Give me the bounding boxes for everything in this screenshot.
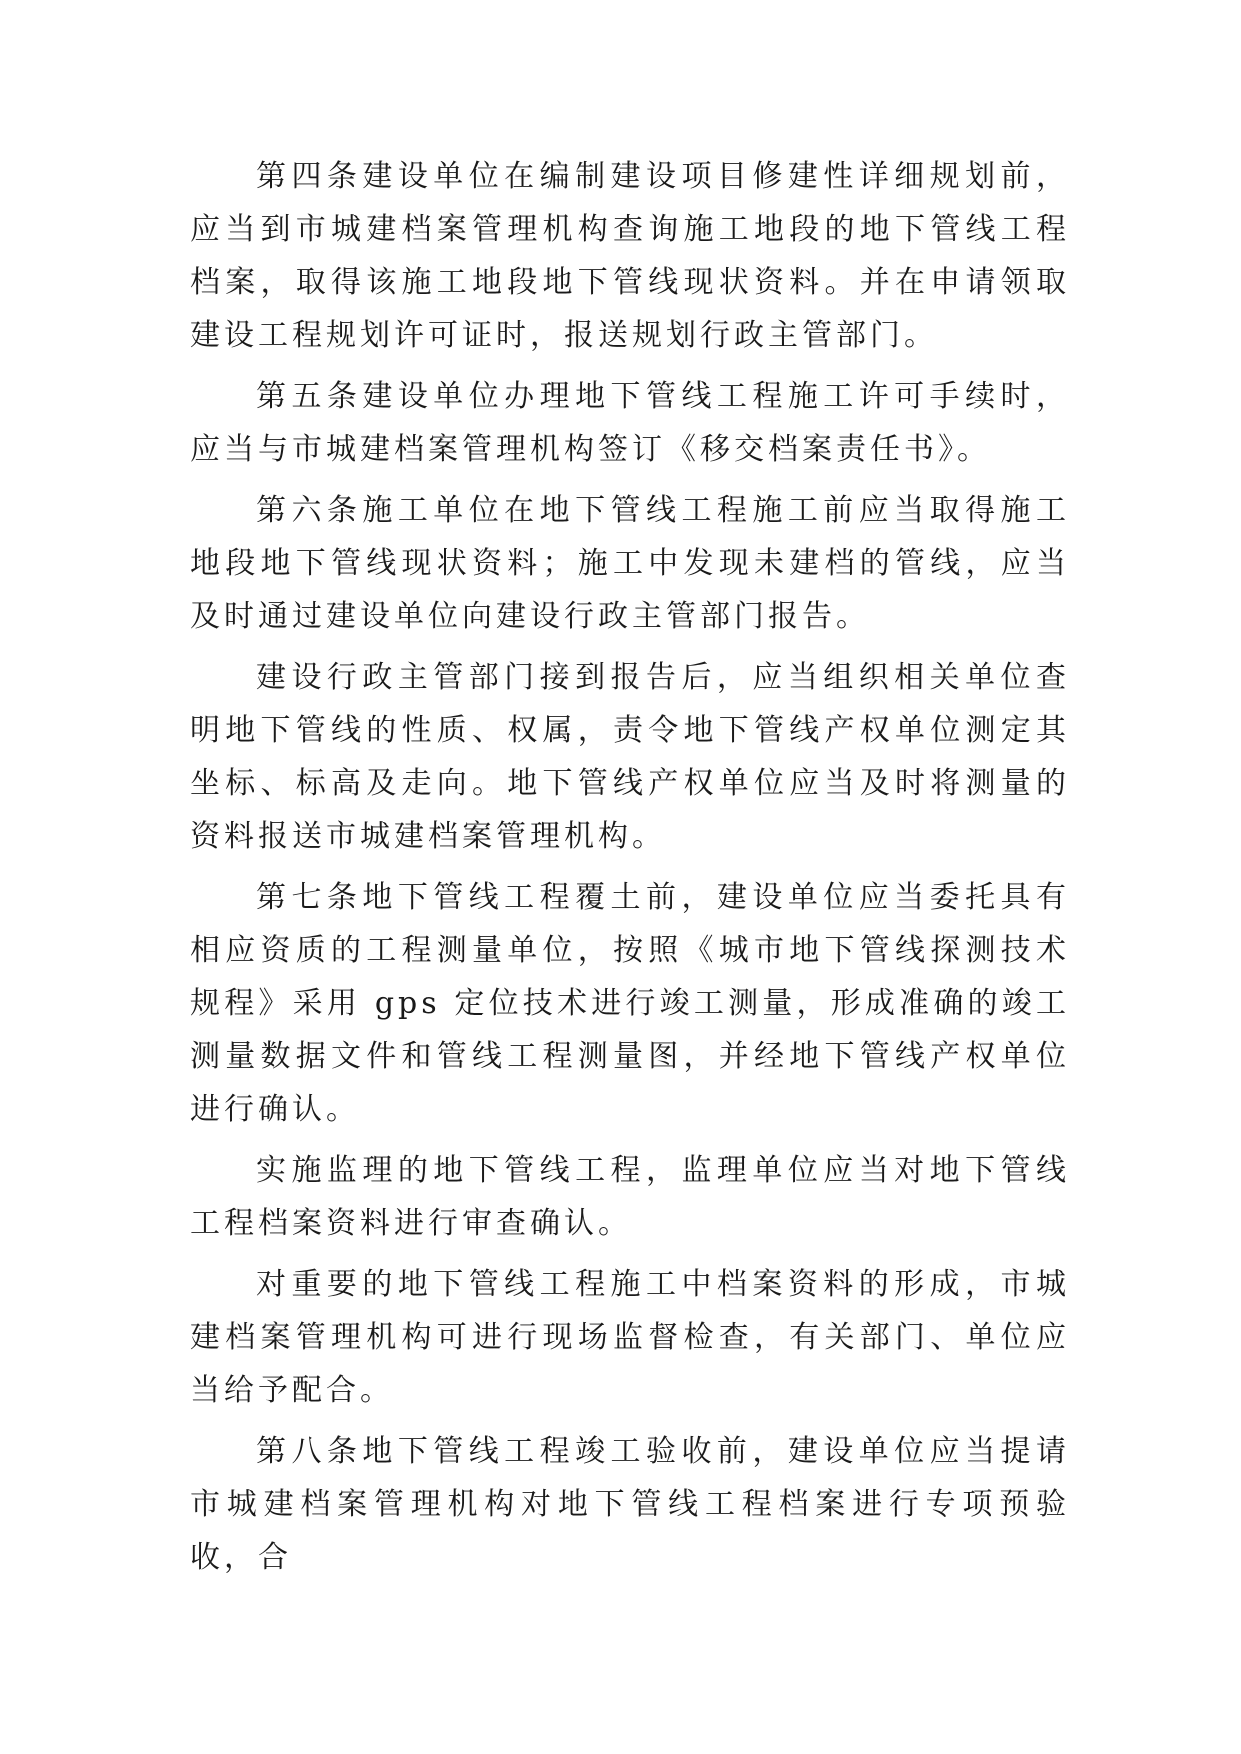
paragraph-article-7: 第七条地下管线工程覆土前，建设单位应当委托具有相应资质的工程测量单位，按照《城市地下管线探测技术规程》采用 gps 定位技术进行竣工测量，形成准确的竣工测量数据文件和管线工程测量图，并经地下管线产权单位进行确认。 — [190, 880, 1070, 1127]
paragraph-article-5: 第五条建设单位办理地下管线工程施工许可手续时，应当与市城建档案管理机构签订《移交档案责任书》。 — [190, 379, 1070, 467]
paragraph-article-4: 第四条建设单位在编制建设项目修建性详细规划前，应当到市城建档案管理机构查询施工地段的地下管线工程档案，取得该施工地段地下管线现状资料。并在申请领取建设工程规划许可证时，报送规划行政主管部门。 — [190, 159, 1070, 353]
paragraph-article-8: 第八条地下管线工程竣工验收前，建设单位应当提请市城建档案管理机构对地下管线工程档案进行专项预验收，合 — [190, 1434, 1070, 1575]
paragraph-article-6: 第六条施工单位在地下管线工程施工前应当取得施工地段地下管线现状资料；施工中发现未建档的管线，应当及时通过建设单位向建设行政主管部门报告。 — [190, 493, 1070, 634]
document-page — [190, 150, 1070, 1592]
paragraph-article-7-supervision: 实施监理的地下管线工程，监理单位应当对地下管线工程档案资料进行审查确认。 — [190, 1153, 1070, 1241]
paragraph-article-7-inspection: 对重要的地下管线工程施工中档案资料的形成，市城建档案管理机构可进行现场监督检查，有关部门、单位应当给予配合。 — [190, 1267, 1070, 1408]
paragraph-article-6-report: 建设行政主管部门接到报告后，应当组织相关单位查明地下管线的性质、权属，责令地下管线产权单位测定其坐标、标高及走向。地下管线产权单位应当及时将测量的资料报送市城建档案管理机构。 — [190, 660, 1070, 854]
